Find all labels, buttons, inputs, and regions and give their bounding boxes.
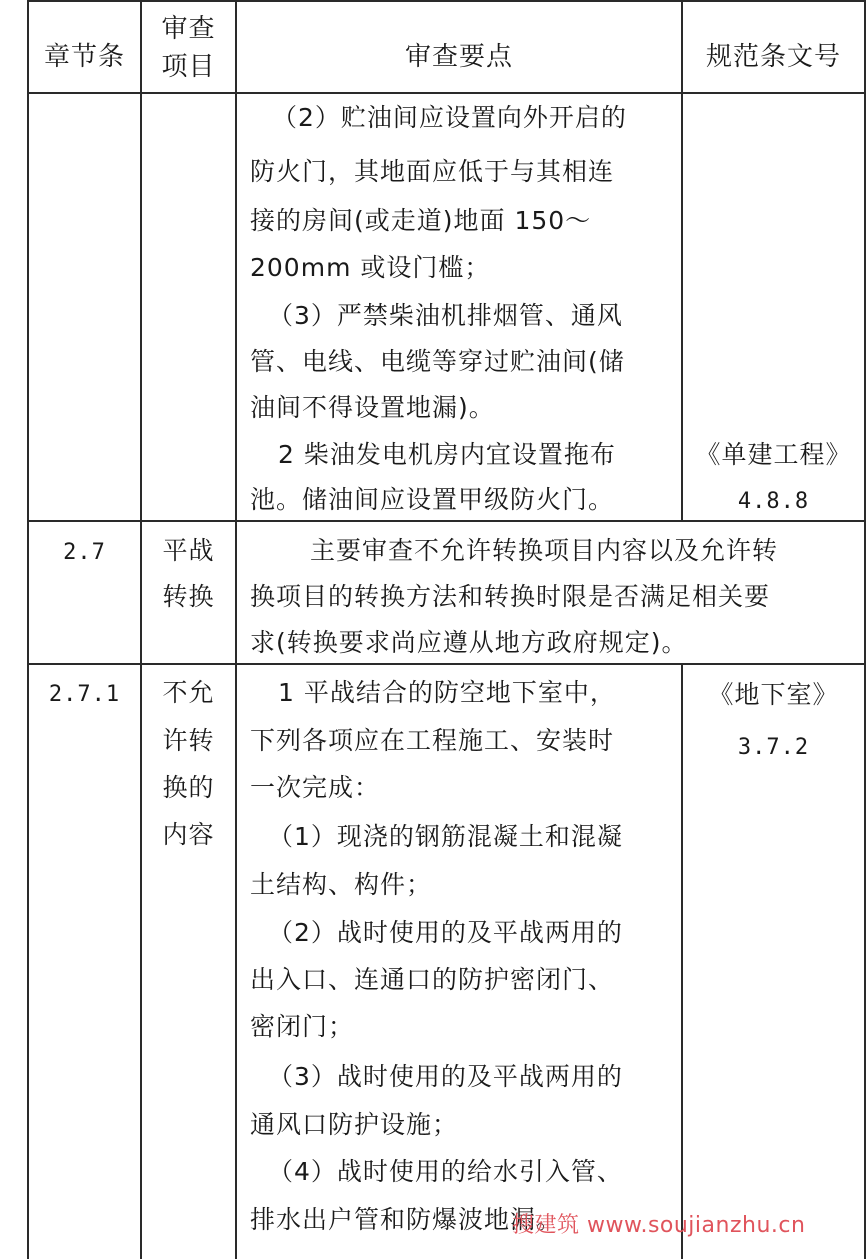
row2-item-line: 平战 [162,536,215,565]
row1-point-line: 油间不得设置地漏)。 [250,393,495,422]
row3-code-reference: 《地下室》 [708,680,839,709]
col2-divider [235,0,237,1259]
row1-bottom-border [27,520,865,522]
header-item-line2: 项目 [161,52,216,82]
row1-point-line: 2 柴油发电机房内宜设置拖布 [278,440,616,469]
row1-code-reference: 《单建工程》 [695,440,852,469]
header-item-line1: 审查 [161,14,216,44]
header-bottom-border [27,92,865,94]
table-top-border [27,0,865,2]
row3-point-line: 下列各项应在工程施工、安装时 [250,726,615,755]
row3-point-line: （3）战时使用的及平战两用的 [268,1062,623,1091]
row2-point-line: 主要审查不允许转换项目内容以及允许转 [310,536,779,565]
row3-point-line: 一次完成： [250,773,381,802]
row3-point-line: 排水出户管和防爆波地漏。 [250,1205,563,1234]
row1-point-line: （2）贮油间应设置向外开启的 [272,103,627,132]
header-review-points: 审查要点 [404,42,513,72]
row1-point-line: 200mm 或设门槛； [250,253,491,282]
table-left-border [27,0,29,1259]
row3-item-line: 不允 [162,678,215,707]
row2-item-line: 转换 [162,582,215,611]
row3-point-line: 密闭门； [250,1012,355,1041]
row1-point-line: 防火门，其地面应低于与其相连 [250,157,615,186]
row1-code-number: 4.8.8 [737,489,810,514]
row3-item-line: 换的 [162,773,215,802]
row3-point-line: （2）战时使用的及平战两用的 [268,918,623,947]
row2-bottom-border [27,663,865,665]
row3-item-line: 内容 [162,820,215,849]
row3-point-line: 出入口、连通口的防护密闭门、 [250,965,615,994]
row3-point-line: 土结构、构件； [250,870,433,899]
row1-point-line: （3）严禁柴油机排烟管、通风 [268,301,623,330]
row2-section-number: 2.7 [63,540,106,565]
header-section: 章节条 [43,42,125,72]
col1-divider [140,0,142,1259]
header-code-reference: 规范条文号 [705,42,841,72]
row2-point-line: 换项目的转换方法和转换时限是否满足相关要 [250,582,771,611]
row3-point-line: 通风口防护设施； [250,1110,459,1139]
row1-point-line: 接的房间(或走道)地面 150～ [250,206,592,235]
row3-point-line: （1）现浇的钢筋混凝土和混凝 [268,822,623,851]
row3-point-line: 1 平战结合的防空地下室中， [278,678,616,707]
row2-point-line: 求(转换要求尚应遵从地方政府规定)。 [250,628,688,657]
row1-point-line: 管、电线、电缆等穿过贮油间(储 [250,347,625,376]
row3-code-number: 3.7.2 [737,735,810,760]
row3-item-line: 许转 [162,726,215,755]
row1-point-line: 池。储油间应设置甲级防火门。 [250,485,615,514]
row3-point-line: （4）战时使用的给水引入管、 [268,1157,623,1186]
row3-section-number: 2.7.1 [48,682,121,707]
watermark-text: 搜建筑 www.soujianzhu.cn [512,1213,806,1238]
